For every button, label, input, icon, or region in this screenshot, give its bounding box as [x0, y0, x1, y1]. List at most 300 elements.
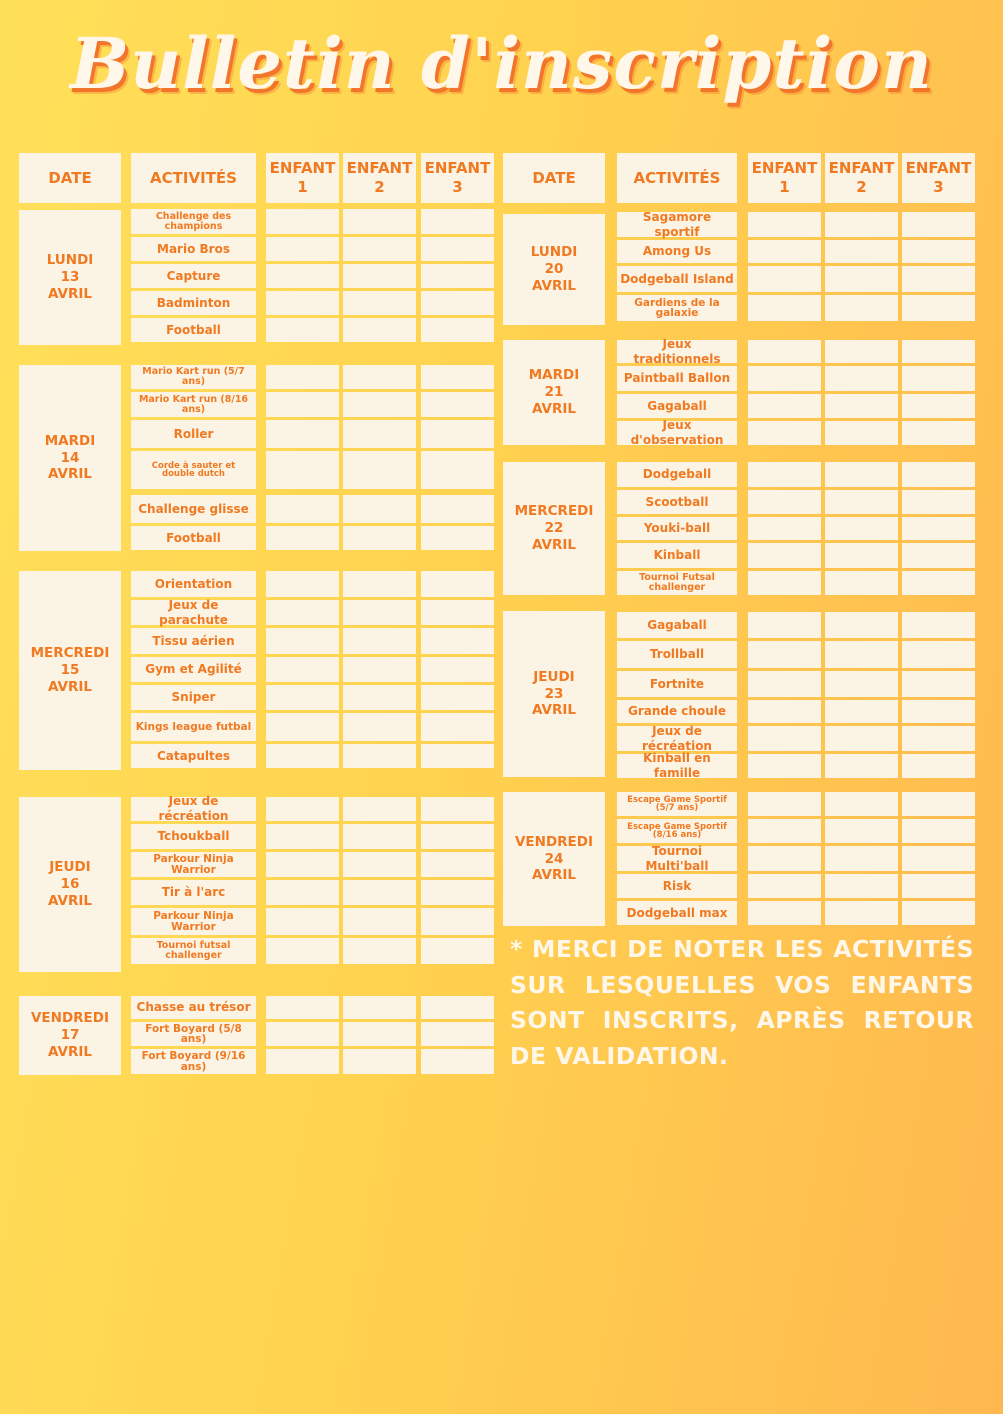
activity-name: Orientation	[154, 576, 233, 591]
checkbox-enfant-1[interactable]	[748, 846, 821, 871]
checkbox-enfant-2[interactable]	[825, 366, 898, 391]
activity-label	[617, 394, 737, 418]
date-num: 14	[60, 449, 80, 466]
checkbox-enfant-2[interactable]	[343, 365, 416, 389]
checkbox-enfant-3[interactable]	[421, 657, 494, 682]
activity-label	[617, 671, 737, 697]
activity-label	[131, 908, 256, 935]
checkbox-enfant-3[interactable]	[421, 392, 494, 417]
checkbox-enfant-1[interactable]	[266, 495, 339, 523]
checkbox-enfant-3[interactable]	[902, 421, 975, 445]
checkbox-enfant-2[interactable]	[343, 291, 416, 315]
activity-label	[617, 517, 737, 540]
activity-label	[617, 209, 737, 239]
date-label	[47, 252, 94, 303]
checkbox-enfant-1[interactable]	[748, 266, 821, 292]
checkbox-enfant-1[interactable]	[266, 744, 339, 768]
date-day: MARDI	[528, 367, 580, 384]
checkbox-enfant-3[interactable]	[421, 797, 494, 821]
checkbox-enfant-2[interactable]	[343, 237, 416, 261]
checkbox-enfant-2[interactable]	[825, 490, 898, 514]
checkbox-enfant-1[interactable]	[748, 792, 821, 816]
header-date	[503, 153, 605, 203]
activity-name: Gardiens de la galaxie	[634, 296, 720, 319]
activity-name: Dodgeball max	[626, 905, 728, 920]
activity-label	[617, 418, 737, 447]
checkbox-enfant-3[interactable]	[902, 819, 975, 843]
activity-name: Gagaball	[647, 398, 707, 413]
checkbox-enfant-3[interactable]	[421, 291, 494, 315]
checkbox-enfant-3[interactable]	[421, 713, 494, 741]
date-cell	[19, 797, 121, 972]
activity-name: Challenge des champions	[155, 210, 232, 232]
checkbox-enfant-1[interactable]	[748, 571, 821, 595]
activity-name: Challenge glisse	[138, 501, 249, 516]
activity-label	[617, 571, 737, 595]
checkbox-enfant-2[interactable]	[825, 846, 898, 871]
checkbox-enfant-2[interactable]	[343, 526, 416, 550]
checkbox-enfant-2[interactable]	[825, 340, 898, 363]
checkbox-enfant-2[interactable]	[343, 797, 416, 821]
checkbox-enfant-2[interactable]	[825, 819, 898, 843]
checkbox-enfant-3[interactable]	[421, 685, 494, 710]
checkbox-enfant-3[interactable]	[902, 641, 975, 668]
checkbox-enfant-1[interactable]	[266, 996, 339, 1019]
date-month: AVRIL	[47, 892, 92, 909]
activity-label	[617, 612, 737, 638]
activity-label	[617, 700, 737, 723]
date-day: VENDREDI	[30, 1010, 110, 1027]
date-num: 20	[544, 261, 564, 278]
date-label	[48, 859, 92, 910]
header-activites	[131, 153, 256, 203]
checkbox-enfant-1[interactable]	[748, 901, 821, 925]
checkbox-enfant-3[interactable]	[421, 600, 494, 625]
checkbox-enfant-1[interactable]	[266, 237, 339, 261]
activity-label	[131, 938, 256, 964]
activity-name: Escape Game Sportif (5/7 ans)	[627, 794, 727, 813]
checkbox-enfant-1[interactable]	[266, 938, 339, 964]
activity-label	[617, 490, 737, 514]
checkbox-enfant-2[interactable]	[825, 754, 898, 778]
checkbox-enfant-3[interactable]	[902, 517, 975, 540]
checkbox-enfant-2[interactable]	[343, 657, 416, 682]
checkbox-enfant-3[interactable]	[421, 571, 494, 597]
date-day: JEUDI	[533, 668, 575, 685]
checkbox-enfant-3[interactable]	[421, 365, 494, 389]
date-cell	[19, 365, 121, 551]
checkbox-enfant-2[interactable]	[343, 824, 416, 849]
checkbox-enfant-1[interactable]	[266, 880, 339, 905]
checkbox-enfant-3[interactable]	[421, 237, 494, 261]
checkbox-enfant-2[interactable]	[825, 421, 898, 445]
checkbox-enfant-2[interactable]	[343, 318, 416, 342]
activity-name: Kings league futbal	[135, 720, 252, 733]
activity-label	[617, 240, 737, 263]
header-date	[19, 153, 121, 203]
checkbox-enfant-3[interactable]	[421, 495, 494, 523]
header-enfant3-label: ENFANT 3	[905, 159, 972, 196]
activity-name: Scootball	[645, 494, 709, 509]
checkbox-enfant-1[interactable]	[266, 365, 339, 389]
date-cell	[503, 462, 605, 595]
activity-name: Parkour Ninja Warrior	[153, 853, 234, 876]
activity-name: Fort Boyard (9/16 ans)	[141, 1050, 246, 1073]
date-cell	[503, 792, 605, 926]
activity-label	[131, 824, 256, 849]
checkbox-enfant-2[interactable]	[343, 451, 416, 489]
checkbox-enfant-1[interactable]	[748, 366, 821, 391]
checkbox-enfant-2[interactable]	[343, 938, 416, 964]
checkbox-enfant-3[interactable]	[902, 612, 975, 638]
checkbox-enfant-2[interactable]	[343, 628, 416, 654]
checkbox-enfant-2[interactable]	[825, 240, 898, 263]
checkbox-enfant-1[interactable]	[266, 685, 339, 710]
checkbox-enfant-3[interactable]	[421, 852, 494, 877]
date-day: JEUDI	[49, 859, 91, 876]
activity-name: Mario Bros	[157, 241, 230, 256]
activity-label	[131, 852, 256, 877]
checkbox-enfant-3[interactable]	[902, 240, 975, 263]
checkbox-enfant-1[interactable]	[266, 209, 339, 234]
checkbox-enfant-2[interactable]	[825, 612, 898, 638]
activity-label	[617, 751, 737, 780]
checkbox-enfant-1[interactable]	[266, 526, 339, 550]
date-day: VENDREDI	[514, 833, 594, 850]
date-label	[45, 433, 96, 484]
checkbox-enfant-3[interactable]	[421, 451, 494, 489]
header-activites-label: ACTIVITÉS	[633, 168, 721, 187]
activity-name: Youki-ball	[643, 521, 711, 535]
date-month: AVRIL	[47, 678, 92, 695]
checkbox-enfant-3[interactable]	[421, 1049, 494, 1074]
checkbox-enfant-1[interactable]	[748, 671, 821, 697]
date-num: 16	[60, 876, 80, 893]
checkbox-enfant-3[interactable]	[902, 671, 975, 697]
header-date-label: DATE	[48, 168, 92, 187]
activity-label	[131, 495, 256, 523]
activity-label	[617, 366, 737, 391]
activity-name: Among Us	[642, 244, 712, 258]
checkbox-enfant-1[interactable]	[266, 1049, 339, 1074]
checkbox-enfant-2[interactable]	[825, 641, 898, 668]
checkbox-enfant-1[interactable]	[748, 726, 821, 751]
date-label	[31, 1010, 109, 1061]
activity-name: Tchoukball	[157, 829, 230, 843]
checkbox-enfant-2[interactable]	[343, 600, 416, 625]
activity-label	[617, 462, 737, 487]
checkbox-enfant-1[interactable]	[748, 421, 821, 445]
date-month: AVRIL	[531, 277, 576, 294]
activity-name: Football	[166, 322, 221, 337]
date-num: 15	[60, 662, 80, 679]
activity-label	[617, 874, 737, 898]
activity-name: Fortnite	[649, 676, 705, 691]
activity-label	[131, 291, 256, 315]
checkbox-enfant-3[interactable]	[902, 901, 975, 925]
activity-name: Trollball	[649, 647, 705, 661]
checkbox-enfant-3[interactable]	[902, 212, 975, 237]
date-month: AVRIL	[531, 400, 576, 417]
activity-name: Kinball	[653, 548, 701, 562]
checkbox-enfant-3[interactable]	[421, 318, 494, 342]
activity-name: Catapultes	[156, 748, 230, 763]
date-cell	[19, 996, 121, 1075]
activity-name: Parkour Ninja Warrior	[153, 910, 234, 933]
checkbox-enfant-3[interactable]	[902, 295, 975, 321]
checkbox-enfant-2[interactable]	[343, 209, 416, 234]
activity-name: Chasse au trésor	[136, 1000, 251, 1014]
header-enfant1-label: ENFANT 1	[751, 159, 818, 196]
date-label	[532, 669, 576, 720]
date-label	[515, 834, 593, 885]
activity-name: Sniper	[171, 690, 216, 704]
checkbox-enfant-1[interactable]	[266, 908, 339, 935]
date-month: AVRIL	[531, 702, 576, 719]
activity-name: Corde à sauter et double dutch	[151, 460, 236, 479]
activity-name: Jeux de récréation	[158, 794, 229, 823]
checkbox-enfant-1[interactable]	[748, 819, 821, 843]
checkbox-enfant-2[interactable]	[825, 671, 898, 697]
checkbox-enfant-3[interactable]	[902, 726, 975, 751]
checkbox-enfant-1[interactable]	[748, 490, 821, 514]
checkbox-enfant-2[interactable]	[343, 996, 416, 1019]
activity-name: Tournoi Multi'ball	[645, 843, 709, 873]
checkbox-enfant-1[interactable]	[266, 797, 339, 821]
checkbox-enfant-1[interactable]	[266, 392, 339, 417]
checkbox-enfant-3[interactable]	[421, 264, 494, 288]
checkbox-enfant-2[interactable]	[343, 685, 416, 710]
header-activites	[617, 153, 737, 203]
header-enfant1-label: ENFANT 1	[269, 159, 336, 196]
checkbox-enfant-1[interactable]	[266, 657, 339, 682]
checkbox-enfant-3[interactable]	[421, 420, 494, 448]
activity-label	[131, 451, 256, 489]
checkbox-enfant-2[interactable]	[825, 792, 898, 816]
checkbox-enfant-1[interactable]	[266, 264, 339, 288]
checkbox-enfant-1[interactable]	[748, 874, 821, 898]
activity-label	[131, 420, 256, 448]
checkbox-enfant-3[interactable]	[421, 209, 494, 234]
activity-label	[131, 996, 256, 1019]
date-label	[31, 645, 110, 696]
checkbox-enfant-2[interactable]	[343, 264, 416, 288]
checkbox-enfant-3[interactable]	[902, 754, 975, 778]
checkbox-enfant-1[interactable]	[748, 462, 821, 487]
checkbox-enfant-3[interactable]	[421, 628, 494, 654]
activity-name: Capture	[166, 268, 221, 283]
checkbox-enfant-2[interactable]	[825, 543, 898, 568]
activity-name: Fort Boyard (5/8 ans)	[145, 1022, 242, 1045]
checkbox-enfant-1[interactable]	[748, 641, 821, 668]
activity-label	[131, 628, 256, 654]
checkbox-enfant-1[interactable]	[266, 628, 339, 654]
checkbox-enfant-2[interactable]	[343, 571, 416, 597]
checkbox-enfant-3[interactable]	[902, 490, 975, 514]
header-enfant3	[902, 153, 975, 203]
activity-label	[131, 597, 256, 627]
checkbox-enfant-2[interactable]	[343, 908, 416, 935]
checkbox-enfant-3[interactable]	[421, 744, 494, 768]
header-enfant2	[343, 153, 416, 203]
checkbox-enfant-1[interactable]	[266, 1022, 339, 1046]
date-num: 13	[60, 269, 80, 286]
checkbox-enfant-3[interactable]	[421, 996, 494, 1019]
checkbox-enfant-1[interactable]	[748, 212, 821, 237]
checkbox-enfant-2[interactable]	[343, 1022, 416, 1046]
checkbox-enfant-1[interactable]	[266, 852, 339, 877]
checkbox-enfant-3[interactable]	[902, 366, 975, 391]
date-month: AVRIL	[531, 536, 576, 553]
checkbox-enfant-2[interactable]	[343, 713, 416, 741]
checkbox-enfant-2[interactable]	[825, 726, 898, 751]
checkbox-enfant-1[interactable]	[266, 318, 339, 342]
activity-label	[131, 571, 256, 597]
checkbox-enfant-1[interactable]	[266, 451, 339, 489]
activity-label	[617, 266, 737, 292]
activity-label	[617, 336, 737, 366]
checkbox-enfant-1[interactable]	[266, 571, 339, 597]
checkbox-enfant-3[interactable]	[421, 938, 494, 964]
checkbox-enfant-2[interactable]	[343, 392, 416, 417]
checkbox-enfant-1[interactable]	[748, 543, 821, 568]
checkbox-enfant-3[interactable]	[902, 846, 975, 871]
checkbox-enfant-2[interactable]	[825, 700, 898, 723]
activity-name: Tissu aérien	[152, 633, 235, 648]
checkbox-enfant-2[interactable]	[343, 420, 416, 448]
activity-label	[131, 713, 256, 741]
date-cell	[503, 340, 605, 445]
checkbox-enfant-1[interactable]	[748, 700, 821, 723]
checkbox-enfant-1[interactable]	[266, 713, 339, 741]
checkbox-enfant-3[interactable]	[421, 908, 494, 935]
checkbox-enfant-1[interactable]	[748, 517, 821, 540]
checkbox-enfant-2[interactable]	[825, 295, 898, 321]
date-day: MERCREDI	[514, 503, 594, 520]
activity-name: Mario Kart run (8/16 ans)	[138, 393, 249, 415]
checkbox-enfant-3[interactable]	[421, 526, 494, 550]
activity-label	[617, 543, 737, 568]
checkbox-enfant-2[interactable]	[825, 266, 898, 292]
checkbox-enfant-3[interactable]	[421, 824, 494, 849]
activity-name: Jeux de parachute	[159, 597, 228, 627]
checkbox-enfant-3[interactable]	[902, 874, 975, 898]
checkbox-enfant-2[interactable]	[343, 495, 416, 523]
header-enfant2-label: ENFANT 2	[828, 159, 895, 196]
checkbox-enfant-2[interactable]	[825, 212, 898, 237]
date-cell	[503, 611, 605, 777]
date-cell	[503, 214, 605, 325]
header-activites-label: ACTIVITÉS	[150, 168, 237, 187]
checkbox-enfant-2[interactable]	[825, 571, 898, 595]
activity-name: Jeux traditionnels	[633, 336, 721, 366]
activity-label	[131, 526, 256, 550]
checkbox-enfant-1[interactable]	[748, 295, 821, 321]
date-label	[515, 503, 594, 554]
checkbox-enfant-3[interactable]	[902, 340, 975, 363]
activity-label	[131, 264, 256, 288]
activity-label	[131, 237, 256, 261]
checkbox-enfant-2[interactable]	[343, 744, 416, 768]
activity-label	[617, 295, 737, 321]
activity-label	[131, 209, 256, 234]
header-enfant2	[825, 153, 898, 203]
date-num: 21	[544, 384, 564, 401]
activity-label	[617, 641, 737, 668]
checkbox-enfant-1[interactable]	[266, 420, 339, 448]
activity-label	[131, 1022, 256, 1046]
checkbox-enfant-1[interactable]	[748, 340, 821, 363]
checkbox-enfant-1[interactable]	[266, 824, 339, 849]
checkbox-enfant-2[interactable]	[825, 874, 898, 898]
activity-name: Dodgeball	[642, 467, 712, 481]
checkbox-enfant-1[interactable]	[266, 291, 339, 315]
page-title: Bulletin d'inscription	[70, 22, 933, 105]
activity-name: Tournoi futsal challenger	[156, 940, 231, 961]
header-date-label: DATE	[532, 168, 576, 187]
checkbox-enfant-1[interactable]	[748, 394, 821, 418]
activity-name: Football	[166, 530, 221, 545]
header-enfant2-label: ENFANT 2	[346, 159, 413, 196]
checkbox-enfant-2[interactable]	[825, 517, 898, 540]
checkbox-enfant-3[interactable]	[902, 700, 975, 723]
checkbox-enfant-1[interactable]	[748, 240, 821, 263]
checkbox-enfant-3[interactable]	[902, 394, 975, 418]
checkbox-enfant-2[interactable]	[825, 462, 898, 487]
activity-label	[617, 792, 737, 816]
activity-label	[131, 365, 256, 389]
checkbox-enfant-1[interactable]	[748, 612, 821, 638]
date-month: AVRIL	[47, 1043, 92, 1060]
checkbox-enfant-3[interactable]	[902, 571, 975, 595]
checkbox-enfant-1[interactable]	[748, 754, 821, 778]
activity-label	[131, 880, 256, 905]
date-day: LUNDI	[46, 252, 94, 269]
checkbox-enfant-2[interactable]	[343, 852, 416, 877]
checkbox-enfant-3[interactable]	[902, 266, 975, 292]
activity-name: Grande choule	[627, 704, 726, 718]
activity-name: Kinball en famille	[643, 751, 711, 780]
checkbox-enfant-2[interactable]	[825, 901, 898, 925]
date-cell	[19, 210, 121, 345]
activity-name: Tournoi Futsal challenger	[639, 572, 715, 593]
checkbox-enfant-3[interactable]	[902, 792, 975, 816]
activity-label	[131, 1049, 256, 1074]
date-month: AVRIL	[47, 285, 92, 302]
checkbox-enfant-3[interactable]	[421, 1022, 494, 1046]
activity-name: Tir à l'arc	[161, 885, 226, 899]
checkbox-enfant-2[interactable]	[343, 1049, 416, 1074]
checkbox-enfant-3[interactable]	[902, 462, 975, 487]
date-month: AVRIL	[531, 867, 576, 884]
header-enfant3-label: ENFANT 3	[424, 159, 491, 196]
date-num: 24	[544, 850, 564, 867]
activity-name: Mario Kart run (5/7 ans)	[142, 366, 245, 387]
checkbox-enfant-2[interactable]	[825, 394, 898, 418]
date-day: LUNDI	[530, 244, 578, 261]
checkbox-enfant-3[interactable]	[902, 543, 975, 568]
activity-label	[131, 392, 256, 417]
date-cell	[19, 571, 121, 770]
activity-label	[617, 819, 737, 843]
activity-label	[131, 744, 256, 768]
activity-name: Jeux de récréation	[642, 723, 712, 753]
checkbox-enfant-2[interactable]	[343, 880, 416, 905]
activity-name: Dodgeball Island	[620, 271, 734, 286]
checkbox-enfant-1[interactable]	[266, 600, 339, 625]
activity-label	[617, 901, 737, 925]
checkbox-enfant-3[interactable]	[421, 880, 494, 905]
